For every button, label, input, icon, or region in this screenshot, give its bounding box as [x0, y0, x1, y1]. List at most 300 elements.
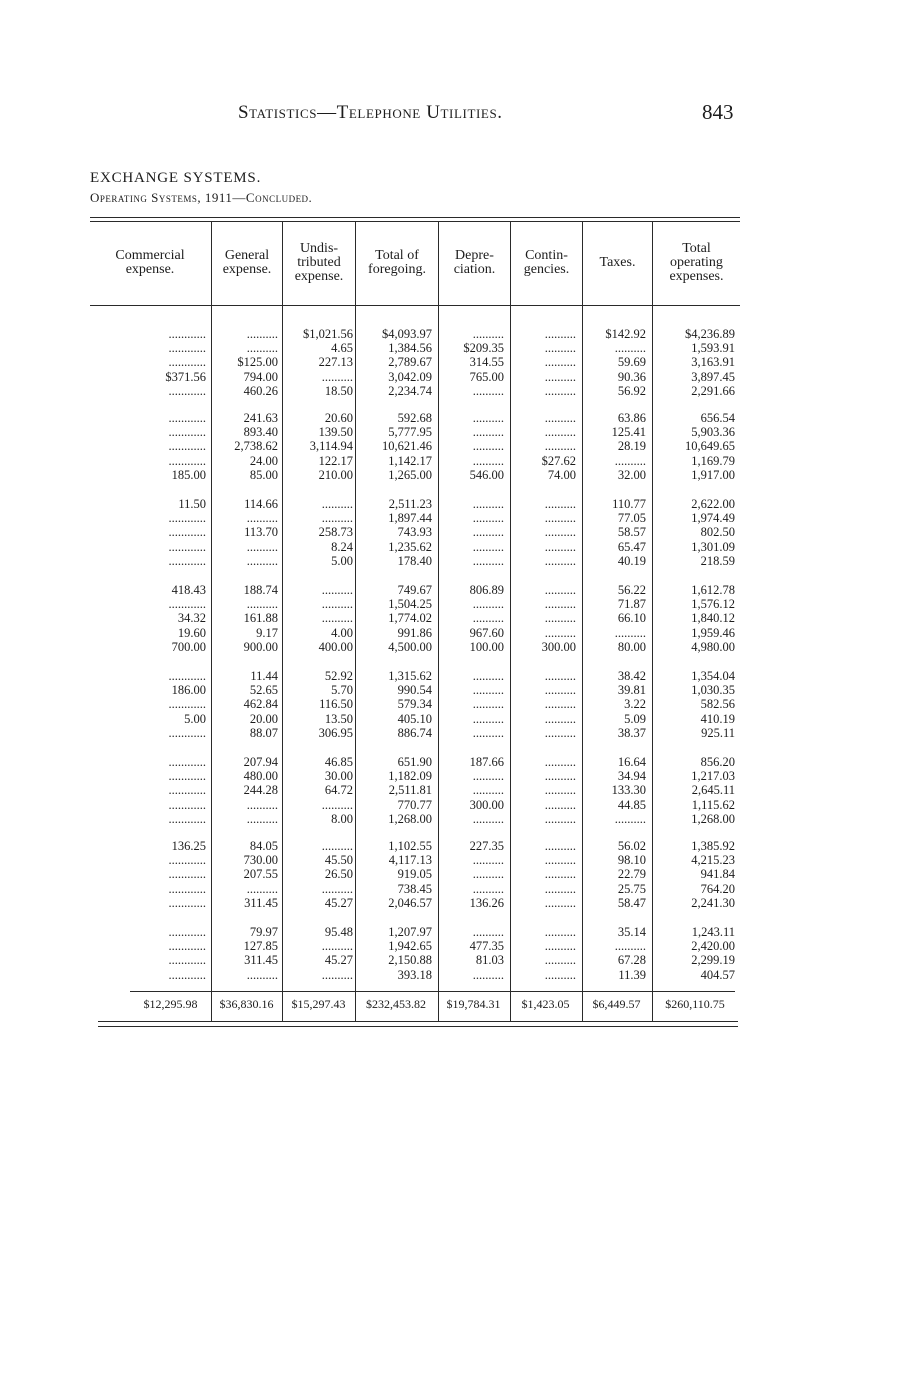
table-row	[90, 554, 740, 568]
cell-general: 114.66	[244, 497, 278, 511]
cell-taxes: 125.41	[611, 425, 646, 440]
header-total-of-foregoing: Total of foregoing.	[368, 248, 426, 277]
cell-contingencies: ..........	[544, 711, 576, 726]
cell-depreciation: ..........	[472, 925, 504, 939]
cell-taxes: 90.36	[617, 369, 646, 384]
table-row	[90, 669, 740, 683]
cell-general: ..........	[246, 797, 278, 812]
cell-operating: 1,301.09	[691, 539, 735, 554]
cell-depreciation: ..........	[472, 867, 504, 882]
cell-undistributed: 3,114.94	[309, 439, 353, 454]
cell-taxes: 133.30	[611, 783, 646, 798]
cell-contingencies: ..........	[544, 497, 576, 511]
cell-general: 480.00	[243, 769, 278, 784]
cell-depreciation: ..........	[472, 453, 504, 468]
cell-commercial: ............	[168, 867, 206, 882]
totals-rule	[130, 991, 735, 992]
cell-general: 11.44	[250, 669, 278, 683]
cell-depreciation: ..........	[472, 783, 504, 798]
cell-depreciation: 227.35	[469, 839, 504, 853]
cell-commercial: ............	[168, 967, 206, 982]
cell-contingencies: ..........	[544, 783, 576, 798]
cell-depreciation: 967.60	[469, 625, 504, 640]
cell-commercial: ............	[168, 925, 206, 939]
cell-undistributed: 8.24	[331, 539, 353, 554]
cell-undistributed: ..........	[321, 583, 353, 597]
cell-undistributed: 45.27	[324, 895, 353, 910]
cell-foregoing: 1,235.62	[388, 539, 432, 554]
table-row	[90, 511, 740, 525]
cell-general: 730.00	[243, 853, 278, 868]
cell-contingencies: ..........	[544, 439, 576, 454]
cell-commercial: 5.00	[184, 711, 206, 726]
cell-taxes: 44.85	[617, 797, 646, 812]
cell-taxes: 56.02	[617, 839, 646, 853]
cell-taxes: 40.19	[617, 553, 646, 568]
cell-foregoing: 2,511.23	[388, 497, 432, 511]
cell-foregoing: 178.40	[397, 553, 432, 568]
cell-contingencies: ..........	[544, 939, 576, 954]
cell-undistributed: 5.00	[331, 553, 353, 568]
cell-contingencies: ..........	[544, 967, 576, 982]
cell-undistributed: 258.73	[318, 525, 353, 540]
cell-undistributed: 30.00	[324, 769, 353, 784]
cell-contingencies: ..........	[544, 369, 576, 384]
cell-taxes: 22.79	[617, 867, 646, 882]
cell-depreciation: ..........	[472, 383, 504, 398]
cell-taxes: 38.42	[617, 669, 646, 683]
cell-depreciation: 136.26	[469, 895, 504, 910]
table-row	[90, 925, 740, 939]
cell-commercial: ............	[168, 539, 206, 554]
cell-operating: 410.19	[700, 711, 735, 726]
cell-contingencies: ..........	[544, 839, 576, 853]
cell-general: 244.28	[243, 783, 278, 798]
cell-operating: 2,645.11	[691, 783, 735, 798]
page-number: 843	[702, 100, 734, 124]
cell-contingencies: ..........	[544, 669, 576, 683]
cell-foregoing: 2,234.74	[388, 383, 432, 398]
table-row	[90, 341, 740, 355]
cell-foregoing: 991.86	[397, 625, 432, 640]
cell-operating: 1,576.12	[691, 597, 735, 612]
cell-foregoing: 738.45	[397, 881, 432, 896]
cell-depreciation: ..........	[472, 511, 504, 526]
cell-contingencies: ..........	[544, 625, 576, 640]
total-depreciation: $19,784.31	[446, 997, 501, 1011]
cell-commercial: ............	[168, 597, 206, 612]
cell-commercial: ............	[168, 327, 206, 341]
cell-operating: 764.20	[700, 881, 735, 896]
cell-depreciation: ..........	[472, 811, 504, 826]
cell-foregoing: 4,500.00	[388, 639, 432, 654]
cell-foregoing: 1,102.55	[388, 839, 432, 853]
cell-undistributed: ..........	[321, 597, 353, 612]
cell-foregoing: 2,150.88	[388, 953, 432, 968]
cell-commercial: 418.43	[171, 583, 206, 597]
cell-general: ..........	[246, 967, 278, 982]
total-undistributed: $15,297.43	[291, 997, 346, 1011]
cell-depreciation: ..........	[472, 853, 504, 868]
cell-undistributed: ..........	[321, 839, 353, 853]
cell-depreciation: ..........	[472, 327, 504, 341]
cell-operating: 2,299.19	[691, 953, 735, 968]
cell-commercial: ............	[168, 411, 206, 425]
cell-undistributed: ..........	[321, 939, 353, 954]
header-general-expense: General expense.	[222, 248, 272, 277]
cell-commercial: 11.50	[178, 497, 206, 511]
cell-taxes: 28.19	[617, 439, 646, 454]
cell-undistributed: ..........	[321, 611, 353, 626]
cell-contingencies: ..........	[544, 683, 576, 698]
section-title: EXCHANGE SYSTEMS.	[90, 170, 262, 186]
cell-taxes: 25.75	[617, 881, 646, 896]
cell-commercial: ............	[168, 725, 206, 740]
cell-commercial: ............	[168, 939, 206, 954]
cell-foregoing: 743.93	[397, 525, 432, 540]
cell-contingencies: ..........	[544, 697, 576, 712]
header-total-operating-expenses: Total operating expenses.	[669, 241, 724, 284]
cell-taxes: 3.22	[624, 697, 646, 712]
cell-operating: 2,241.30	[691, 895, 735, 910]
cell-contingencies: $27.62	[541, 453, 576, 468]
cell-undistributed: 13.50	[324, 711, 353, 726]
header-undistributed-expense: Undis- tributed expense.	[294, 241, 344, 284]
cell-commercial: ............	[168, 697, 206, 712]
cell-general: ..........	[246, 553, 278, 568]
table-row	[90, 411, 740, 425]
cell-general: 893.40	[243, 425, 278, 440]
cell-undistributed: ..........	[321, 369, 353, 384]
cell-general: 460.26	[243, 383, 278, 398]
table-row	[90, 697, 740, 711]
table-row	[90, 798, 740, 812]
cell-operating: 1,169.79	[691, 453, 735, 468]
table-row	[90, 597, 740, 611]
cell-contingencies: ..........	[544, 327, 576, 341]
cell-taxes: 5.09	[624, 711, 646, 726]
cell-undistributed: 306.95	[318, 725, 353, 740]
cell-contingencies: ..........	[544, 583, 576, 597]
cell-depreciation: ..........	[472, 611, 504, 626]
cell-general: 188.74	[243, 583, 278, 597]
cell-foregoing: 1,942.65	[388, 939, 432, 954]
cell-operating: 404.57	[700, 967, 735, 982]
cell-foregoing: 1,384.56	[388, 341, 432, 356]
cell-foregoing: 10,621.46	[382, 439, 432, 454]
cell-foregoing: 990.54	[397, 683, 432, 698]
cell-commercial: ............	[168, 553, 206, 568]
cell-depreciation: ..........	[472, 425, 504, 440]
table-row	[90, 454, 740, 468]
cell-contingencies: ..........	[544, 539, 576, 554]
total-general: $36,830.16	[219, 997, 274, 1011]
cell-depreciation: ..........	[472, 439, 504, 454]
cell-commercial: ............	[168, 783, 206, 798]
cell-contingencies: ..........	[544, 797, 576, 812]
cell-depreciation: 300.00	[469, 797, 504, 812]
cell-foregoing: 1,268.00	[388, 811, 432, 826]
cell-commercial: ............	[168, 355, 206, 370]
cell-commercial: ............	[168, 439, 206, 454]
cell-operating: 3,897.45	[691, 369, 735, 384]
cell-depreciation: ..........	[472, 697, 504, 712]
table-row	[90, 640, 740, 654]
cell-operating: 1,840.12	[691, 611, 735, 626]
cell-contingencies: ..........	[544, 411, 576, 425]
cell-undistributed: 122.17	[318, 453, 353, 468]
total-contingencies: $1,423.05	[521, 997, 570, 1011]
bottom-double-rule-lower	[98, 1026, 738, 1027]
cell-general: ..........	[246, 881, 278, 896]
cell-operating: 1,115.62	[691, 797, 735, 812]
cell-undistributed: 18.50	[324, 383, 353, 398]
cell-foregoing: 919.05	[397, 867, 432, 882]
table-row	[90, 583, 740, 597]
cell-undistributed: 52.92	[324, 669, 353, 683]
cell-undistributed: ..........	[321, 497, 353, 511]
cell-operating: 2,291.66	[691, 383, 735, 398]
cell-depreciation: ..........	[472, 769, 504, 784]
cell-foregoing: 1,774.02	[388, 611, 432, 626]
cell-foregoing: 2,046.57	[388, 895, 432, 910]
cell-depreciation: ..........	[472, 683, 504, 698]
cell-undistributed: 46.85	[324, 755, 353, 769]
table-row	[90, 896, 740, 910]
cell-taxes: 71.87	[617, 597, 646, 612]
totals-row	[90, 997, 740, 1011]
cell-commercial: ............	[168, 525, 206, 540]
cell-general: $125.00	[237, 355, 278, 370]
cell-operating: 1,612.78	[691, 583, 735, 597]
cell-undistributed: 4.00	[331, 625, 353, 640]
cell-undistributed: 210.00	[318, 467, 353, 482]
cell-taxes: 38.37	[617, 725, 646, 740]
cell-undistributed: 139.50	[318, 425, 353, 440]
cell-commercial: ............	[168, 953, 206, 968]
cell-undistributed: 45.50	[324, 853, 353, 868]
cell-operating: 582.56	[700, 697, 735, 712]
cell-operating: 1,974.49	[691, 511, 735, 526]
cell-taxes: 56.22	[617, 583, 646, 597]
cell-depreciation: 187.66	[469, 755, 504, 769]
cell-taxes: 56.92	[617, 383, 646, 398]
cell-general: ..........	[246, 341, 278, 356]
total-operating: $260,110.75	[665, 997, 725, 1011]
cell-general: 462.84	[243, 697, 278, 712]
table-row	[90, 755, 740, 769]
table-row	[90, 370, 740, 384]
cell-depreciation: 546.00	[469, 467, 504, 482]
cell-operating: 1,243.11	[691, 925, 735, 939]
table-row	[90, 439, 740, 453]
running-head: Statistics—Telephone Utilities.	[238, 102, 503, 123]
header-commercial-expense: Commercial expense.	[115, 248, 185, 277]
cell-undistributed: 400.00	[318, 639, 353, 654]
cell-commercial: 136.25	[171, 839, 206, 853]
cell-depreciation: ..........	[472, 411, 504, 425]
cell-foregoing: $4,093.97	[382, 327, 432, 341]
cell-depreciation: ..........	[472, 497, 504, 511]
cell-operating: 218.59	[700, 553, 735, 568]
cell-taxes: ..........	[614, 341, 646, 356]
cell-taxes: 16.64	[617, 755, 646, 769]
cell-depreciation: ..........	[472, 725, 504, 740]
cell-foregoing: 393.18	[397, 967, 432, 982]
cell-operating: 2,420.00	[691, 939, 735, 954]
cell-undistributed: 20.60	[324, 411, 353, 425]
header-depreciation: Depre- ciation.	[453, 248, 496, 277]
table-row	[90, 525, 740, 539]
cell-commercial: ............	[168, 811, 206, 826]
cell-general: 127.85	[243, 939, 278, 954]
cell-undistributed: 95.48	[324, 925, 353, 939]
total-taxes: $6,449.57	[592, 997, 641, 1011]
cell-operating: 802.50	[700, 525, 735, 540]
cell-undistributed: ..........	[321, 967, 353, 982]
cell-contingencies: ..........	[544, 611, 576, 626]
cell-depreciation: 477.35	[469, 939, 504, 954]
cell-undistributed: ..........	[321, 797, 353, 812]
cell-foregoing: 1,207.97	[388, 925, 432, 939]
table-row	[90, 867, 740, 881]
cell-general: 207.55	[243, 867, 278, 882]
cell-commercial: ............	[168, 383, 206, 398]
total-foregoing: $232,453.82	[366, 997, 426, 1011]
cell-foregoing: 1,182.09	[388, 769, 432, 784]
cell-general: ..........	[246, 539, 278, 554]
cell-general: 311.45	[244, 953, 278, 968]
cell-foregoing: 886.74	[397, 725, 432, 740]
cell-undistributed: 64.72	[324, 783, 353, 798]
bottom-double-rule-upper	[98, 1021, 738, 1022]
header-taxes: Taxes.	[599, 255, 636, 270]
cell-foregoing: 3,042.09	[388, 369, 432, 384]
table-row	[90, 355, 740, 369]
cell-taxes: ..........	[614, 939, 646, 954]
cell-foregoing: 1,142.17	[388, 453, 432, 468]
cell-operating: 4,215.23	[691, 853, 735, 868]
cell-contingencies: ..........	[544, 383, 576, 398]
cell-foregoing: 1,265.00	[388, 467, 432, 482]
cell-contingencies: ..........	[544, 953, 576, 968]
cell-operating: 5,903.36	[691, 425, 735, 440]
cell-taxes: 98.10	[617, 853, 646, 868]
cell-commercial: ............	[168, 853, 206, 868]
cell-taxes: $142.92	[605, 327, 646, 341]
cell-foregoing: 2,511.81	[388, 783, 432, 798]
table-row	[90, 327, 740, 341]
table-row	[90, 939, 740, 953]
cell-undistributed: 5.70	[331, 683, 353, 698]
cell-commercial: ............	[168, 425, 206, 440]
cell-depreciation: ..........	[472, 967, 504, 982]
cell-contingencies: ..........	[544, 525, 576, 540]
cell-foregoing: 651.90	[397, 755, 432, 769]
cell-general: 900.00	[243, 639, 278, 654]
cell-taxes: 58.57	[617, 525, 646, 540]
cell-taxes: 63.86	[617, 411, 646, 425]
cell-taxes: 65.47	[617, 539, 646, 554]
cell-contingencies: ..........	[544, 597, 576, 612]
table-row	[90, 968, 740, 982]
cell-contingencies: ..........	[544, 811, 576, 826]
cell-undistributed: 26.50	[324, 867, 353, 882]
cell-depreciation: 100.00	[469, 639, 504, 654]
cell-contingencies: ..........	[544, 853, 576, 868]
table-row	[90, 769, 740, 783]
cell-foregoing: 5,777.95	[388, 425, 432, 440]
cell-general: 85.00	[249, 467, 278, 482]
header-bottom-rule	[90, 305, 740, 306]
cell-commercial: 700.00	[171, 639, 206, 654]
cell-taxes: 67.28	[617, 953, 646, 968]
cell-general: ..........	[246, 597, 278, 612]
cell-operating: 1,385.92	[691, 839, 735, 853]
cell-taxes: 39.81	[617, 683, 646, 698]
table-row	[90, 812, 740, 826]
cell-general: 113.70	[244, 525, 278, 540]
cell-general: ..........	[246, 811, 278, 826]
cell-depreciation: ..........	[472, 525, 504, 540]
cell-taxes: 35.14	[617, 925, 646, 939]
table-row	[90, 712, 740, 726]
table-row	[90, 953, 740, 967]
cell-general: 79.97	[249, 925, 278, 939]
table-row	[90, 540, 740, 554]
cell-general: 794.00	[243, 369, 278, 384]
table-row	[90, 497, 740, 511]
cell-contingencies: ..........	[544, 881, 576, 896]
cell-contingencies: ..........	[544, 553, 576, 568]
cell-general: 161.88	[243, 611, 278, 626]
cell-contingencies: ..........	[544, 769, 576, 784]
cell-depreciation: ..........	[472, 597, 504, 612]
cell-operating: 1,030.35	[691, 683, 735, 698]
cell-depreciation: ..........	[472, 669, 504, 683]
cell-contingencies: 74.00	[547, 467, 576, 482]
cell-depreciation: $209.35	[463, 341, 504, 356]
cell-commercial: 34.32	[177, 611, 206, 626]
cell-contingencies: ..........	[544, 867, 576, 882]
cell-contingencies: ..........	[544, 425, 576, 440]
cell-general: 311.45	[244, 895, 278, 910]
table-subtitle: Operating Systems, 1911—Concluded.	[90, 190, 313, 205]
cell-contingencies: 300.00	[541, 639, 576, 654]
cell-operating: 1,959.46	[691, 625, 735, 640]
cell-taxes: 32.00	[617, 467, 646, 482]
cell-foregoing: 749.67	[397, 583, 432, 597]
cell-operating: 941.84	[700, 867, 735, 882]
cell-depreciation: 765.00	[469, 369, 504, 384]
cell-depreciation: 81.03	[475, 953, 504, 968]
cell-operating: 1,354.04	[691, 669, 735, 683]
cell-commercial: ............	[168, 797, 206, 812]
cell-contingencies: ..........	[544, 895, 576, 910]
table-row	[90, 726, 740, 740]
cell-undistributed: ..........	[321, 881, 353, 896]
cell-foregoing: 592.68	[397, 411, 432, 425]
cell-taxes: 11.39	[618, 967, 646, 982]
cell-foregoing: 1,897.44	[388, 511, 432, 526]
cell-general: 24.00	[249, 453, 278, 468]
cell-undistributed: 4.65	[331, 341, 353, 356]
header-contingencies: Contin- gencies.	[523, 248, 570, 277]
cell-operating: 2,622.00	[691, 497, 735, 511]
cell-depreciation: ..........	[472, 881, 504, 896]
cell-general: ..........	[246, 327, 278, 341]
cell-operating: 656.54	[700, 411, 735, 425]
